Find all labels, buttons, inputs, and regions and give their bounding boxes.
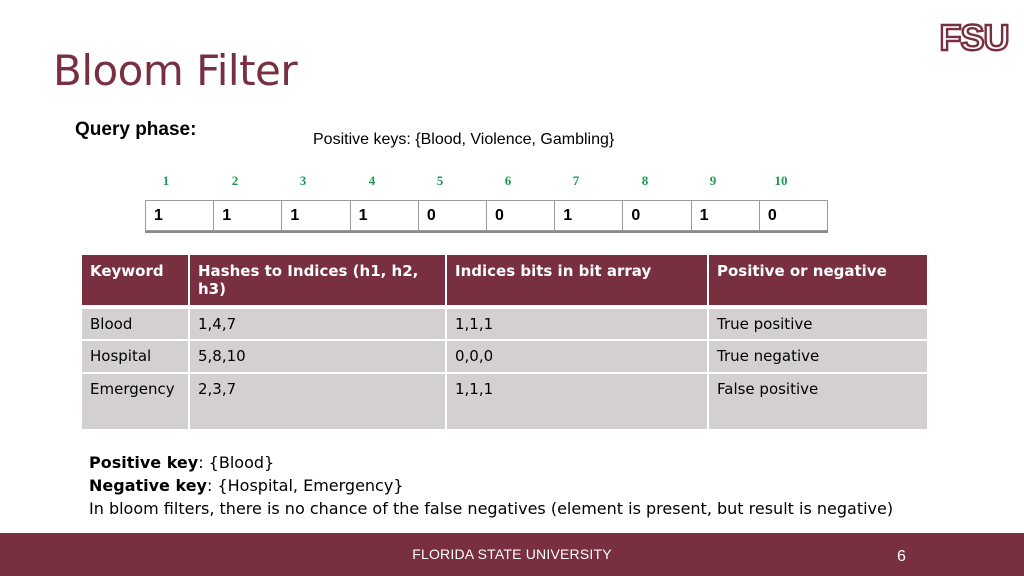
table-row [82, 340, 927, 373]
bit-cell: 1 [554, 200, 622, 231]
positive-key-note [89, 451, 893, 474]
bit-index: 9 [709, 173, 717, 188]
positive-key-value: : {Blood} [198, 453, 275, 472]
table-cell: Hospital [82, 340, 189, 373]
negative-key-note [89, 474, 893, 497]
table-cell: Emergency [82, 373, 189, 429]
slide-title: Bloom Filter [53, 46, 298, 95]
university-name: FLORIDA STATE UNIVERSITY [412, 546, 612, 562]
table-cell: 2,3,7 [189, 373, 446, 429]
table-cell: 1,4,7 [189, 307, 446, 340]
notes-block [89, 451, 893, 520]
page-number: 6 [897, 548, 906, 565]
column-header-bits: Indices bits in bit array [446, 255, 708, 307]
negative-key-value: : {Hospital, Emergency} [206, 476, 404, 495]
column-header-result: Positive or negative [708, 255, 927, 307]
table-row [82, 307, 927, 340]
table-cell: True positive [708, 307, 927, 340]
svg-text:FSU: FSU [939, 18, 1009, 56]
table-cell: Blood [82, 307, 189, 340]
bit-cell: 1 [145, 200, 213, 231]
bit-index: 2 [231, 173, 239, 188]
bit-index: 5 [436, 173, 444, 188]
table-cell: 5,8,10 [189, 340, 446, 373]
bit-index: 6 [504, 173, 512, 188]
bit-cell: 1 [350, 200, 418, 231]
query-results-table [82, 255, 927, 429]
table-header-row [82, 255, 927, 307]
bit-cell: 0 [418, 200, 486, 231]
false-negative-statement: In bloom filters, there is no chance of the false negatives (element is present, but result is negative) [89, 499, 894, 518]
negative-key-label: Negative key [89, 476, 207, 495]
bit-index: 4 [368, 173, 376, 188]
column-header-hashes: Hashes to Indices (h1, h2, h3) [189, 255, 446, 307]
footer-bar [0, 533, 1024, 576]
column-header-keyword: Keyword [82, 255, 189, 307]
bit-index: 1 [162, 173, 170, 188]
fsu-logo [938, 18, 1010, 56]
table-cell: 0,0,0 [446, 340, 708, 373]
positive-keys-line: Positive keys: {Blood, Violence, Gambling} [313, 131, 615, 148]
bit-cell: 1 [281, 200, 349, 231]
table-cell: 1,1,1 [446, 373, 708, 429]
bit-cell: 1 [691, 200, 759, 231]
bit-array [145, 200, 828, 233]
bit-index: 3 [299, 173, 307, 188]
table-cell: True negative [708, 340, 927, 373]
bit-cell: 1 [213, 200, 281, 231]
bit-cell: 0 [759, 200, 828, 231]
table-cell: False positive [708, 373, 927, 429]
table-cell: 1,1,1 [446, 307, 708, 340]
query-phase-heading: Query phase: [75, 119, 197, 140]
positive-key-label: Positive key [89, 453, 199, 472]
bit-cell: 0 [486, 200, 554, 231]
bit-index: 7 [572, 173, 580, 188]
bit-index: 8 [641, 173, 649, 188]
table-row [82, 373, 927, 429]
bit-index: 10 [774, 173, 788, 188]
bit-index-row [145, 173, 828, 191]
bit-cell: 0 [622, 200, 690, 231]
